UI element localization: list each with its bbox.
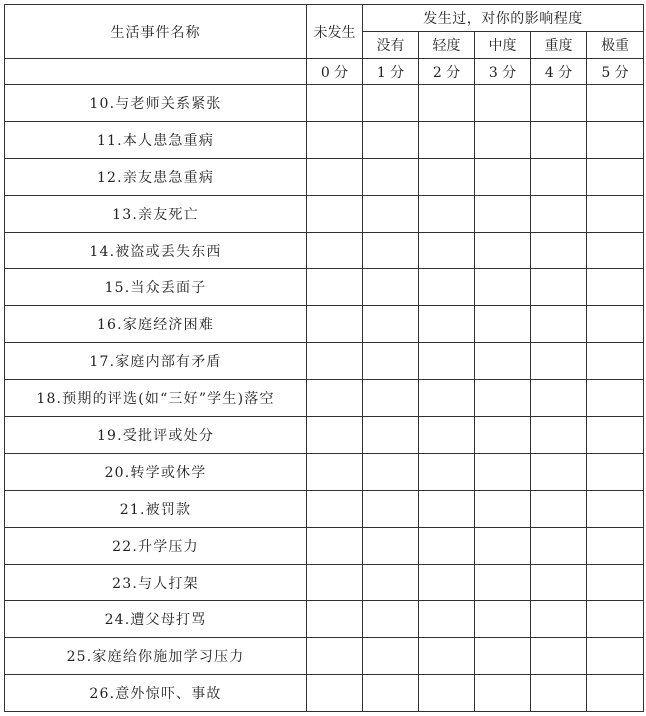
score-cell-0[interactable] xyxy=(307,232,363,269)
score-cell-2[interactable] xyxy=(419,158,475,195)
score-cell-3[interactable] xyxy=(475,195,531,232)
score-cell-0[interactable] xyxy=(307,417,363,454)
score-cell-2[interactable] xyxy=(419,601,475,638)
score-cell-4[interactable] xyxy=(531,158,587,195)
table-row xyxy=(5,527,644,564)
score-cell-0[interactable] xyxy=(307,564,363,601)
score-cell-5[interactable] xyxy=(587,195,644,232)
score-cell-3[interactable] xyxy=(475,158,531,195)
score-cell-5[interactable] xyxy=(587,85,644,122)
table-row xyxy=(5,675,644,712)
score-cell-3[interactable] xyxy=(475,564,531,601)
table-row xyxy=(5,121,644,158)
header-event-name: 生活事件名称 xyxy=(5,5,307,59)
score-cell-1[interactable] xyxy=(363,490,419,527)
event-name: 11.本人患急重病 xyxy=(5,121,307,158)
score-cell-3[interactable] xyxy=(475,527,531,564)
score-cell-2[interactable] xyxy=(419,675,475,712)
score-cell-2[interactable] xyxy=(419,638,475,675)
score-cell-4[interactable] xyxy=(531,527,587,564)
table-body xyxy=(5,85,644,712)
score-cell-1[interactable] xyxy=(363,158,419,195)
score-cell-4[interactable] xyxy=(531,269,587,306)
score-cell-2[interactable] xyxy=(419,343,475,380)
score-cell-0[interactable] xyxy=(307,121,363,158)
table-row xyxy=(5,417,644,454)
header-level-moderate: 中度 xyxy=(475,32,531,59)
score-cell-3[interactable] xyxy=(475,417,531,454)
score-cell-2[interactable] xyxy=(419,380,475,417)
score-cell-3[interactable] xyxy=(475,269,531,306)
event-name: 14.被盗或丢失东西 xyxy=(5,232,307,269)
score-cell-4[interactable] xyxy=(531,601,587,638)
score-cell-2[interactable] xyxy=(419,527,475,564)
score-cell-0[interactable] xyxy=(307,601,363,638)
score-cell-1[interactable] xyxy=(363,675,419,712)
header-score-1: 1 分 xyxy=(363,59,419,85)
score-cell-3[interactable] xyxy=(475,453,531,490)
score-cell-0[interactable] xyxy=(307,453,363,490)
table-header xyxy=(5,5,644,85)
score-cell-5[interactable] xyxy=(587,380,644,417)
table-row xyxy=(5,306,644,343)
header-score-2: 2 分 xyxy=(419,59,475,85)
score-cell-2[interactable] xyxy=(419,232,475,269)
header-score-0: 0 分 xyxy=(307,59,363,85)
score-cell-4[interactable] xyxy=(531,564,587,601)
table-row xyxy=(5,380,644,417)
score-cell-0[interactable] xyxy=(307,638,363,675)
table-row xyxy=(5,564,644,601)
score-cell-0[interactable] xyxy=(307,85,363,122)
score-cell-5[interactable] xyxy=(587,306,644,343)
event-name: 21.被罚款 xyxy=(5,490,307,527)
score-cell-5[interactable] xyxy=(587,417,644,454)
score-cell-0[interactable] xyxy=(307,490,363,527)
score-cell-3[interactable] xyxy=(475,121,531,158)
header-happened-impact: 发生过，对你的影响程度 xyxy=(363,5,644,32)
score-cell-2[interactable] xyxy=(419,453,475,490)
score-cell-4[interactable] xyxy=(531,121,587,158)
score-cell-4[interactable] xyxy=(531,453,587,490)
score-cell-5[interactable] xyxy=(587,564,644,601)
score-cell-0[interactable] xyxy=(307,675,363,712)
score-cell-5[interactable] xyxy=(587,269,644,306)
table-row xyxy=(5,85,644,122)
score-cell-4[interactable] xyxy=(531,380,587,417)
header-not-happened: 未发生 xyxy=(307,5,363,59)
score-cell-4[interactable] xyxy=(531,85,587,122)
score-cell-4[interactable] xyxy=(531,195,587,232)
table-row xyxy=(5,490,644,527)
score-cell-2[interactable] xyxy=(419,85,475,122)
score-cell-1[interactable] xyxy=(363,343,419,380)
score-cell-0[interactable] xyxy=(307,527,363,564)
event-name: 24.遭父母打骂 xyxy=(5,601,307,638)
table-row xyxy=(5,269,644,306)
score-cell-1[interactable] xyxy=(363,380,419,417)
event-name: 16.家庭经济困难 xyxy=(5,306,307,343)
score-cell-1[interactable] xyxy=(363,527,419,564)
score-cell-1[interactable] xyxy=(363,564,419,601)
score-cell-3[interactable] xyxy=(475,380,531,417)
score-cell-3[interactable] xyxy=(475,343,531,380)
score-cell-5[interactable] xyxy=(587,601,644,638)
score-cell-4[interactable] xyxy=(531,638,587,675)
score-cell-2[interactable] xyxy=(419,417,475,454)
score-cell-0[interactable] xyxy=(307,195,363,232)
table-row xyxy=(5,232,644,269)
score-cell-1[interactable] xyxy=(363,232,419,269)
score-cell-5[interactable] xyxy=(587,121,644,158)
score-cell-5[interactable] xyxy=(587,675,644,712)
table-row xyxy=(5,453,644,490)
header-level-mild: 轻度 xyxy=(419,32,475,59)
event-name: 13.亲友死亡 xyxy=(5,195,307,232)
score-cell-1[interactable] xyxy=(363,269,419,306)
score-cell-4[interactable] xyxy=(531,417,587,454)
event-name: 19.受批评或处分 xyxy=(5,417,307,454)
score-cell-5[interactable] xyxy=(587,158,644,195)
score-cell-0[interactable] xyxy=(307,269,363,306)
score-cell-0[interactable] xyxy=(307,343,363,380)
event-name: 23.与人打架 xyxy=(5,564,307,601)
score-cell-3[interactable] xyxy=(475,601,531,638)
header-level-none: 没有 xyxy=(363,32,419,59)
table-row xyxy=(5,343,644,380)
score-cell-3[interactable] xyxy=(475,232,531,269)
score-cell-3[interactable] xyxy=(475,85,531,122)
table-row xyxy=(5,601,644,638)
score-cell-0[interactable] xyxy=(307,380,363,417)
score-cell-4[interactable] xyxy=(531,343,587,380)
header-score-4: 4 分 xyxy=(531,59,587,85)
score-cell-2[interactable] xyxy=(419,121,475,158)
score-cell-1[interactable] xyxy=(363,453,419,490)
score-cell-1[interactable] xyxy=(363,195,419,232)
event-name: 18.预期的评选(如“三好”学生)落空 xyxy=(5,380,307,417)
score-cell-1[interactable] xyxy=(363,638,419,675)
score-cell-2[interactable] xyxy=(419,195,475,232)
score-cell-4[interactable] xyxy=(531,306,587,343)
header-score-5: 5 分 xyxy=(587,59,644,85)
score-cell-5[interactable] xyxy=(587,638,644,675)
header-score-blank xyxy=(5,59,307,85)
event-name: 22.升学压力 xyxy=(5,527,307,564)
event-name: 12.亲友患急重病 xyxy=(5,158,307,195)
table-row xyxy=(5,195,644,232)
score-cell-4[interactable] xyxy=(531,675,587,712)
score-cell-2[interactable] xyxy=(419,490,475,527)
score-cell-2[interactable] xyxy=(419,269,475,306)
event-name: 10.与老师关系紧张 xyxy=(5,85,307,122)
score-cell-3[interactable] xyxy=(475,675,531,712)
table-row xyxy=(5,158,644,195)
score-cell-0[interactable] xyxy=(307,158,363,195)
score-cell-5[interactable] xyxy=(587,490,644,527)
score-cell-1[interactable] xyxy=(363,601,419,638)
score-cell-4[interactable] xyxy=(531,490,587,527)
score-cell-4[interactable] xyxy=(531,232,587,269)
score-cell-5[interactable] xyxy=(587,453,644,490)
score-cell-1[interactable] xyxy=(363,85,419,122)
score-cell-3[interactable] xyxy=(475,638,531,675)
header-level-severe: 重度 xyxy=(531,32,587,59)
score-cell-1[interactable] xyxy=(363,121,419,158)
score-cell-1[interactable] xyxy=(363,306,419,343)
header-score-3: 3 分 xyxy=(475,59,531,85)
score-cell-5[interactable] xyxy=(587,232,644,269)
score-cell-2[interactable] xyxy=(419,564,475,601)
score-cell-3[interactable] xyxy=(475,490,531,527)
table-row xyxy=(5,638,644,675)
score-cell-3[interactable] xyxy=(475,306,531,343)
score-cell-5[interactable] xyxy=(587,527,644,564)
header-level-extreme: 极重 xyxy=(587,32,644,59)
event-name: 26.意外惊吓、事故 xyxy=(5,675,307,712)
score-cell-5[interactable] xyxy=(587,343,644,380)
event-name: 20.转学或休学 xyxy=(5,453,307,490)
score-cell-0[interactable] xyxy=(307,306,363,343)
score-cell-2[interactable] xyxy=(419,306,475,343)
event-name: 25.家庭给你施加学习压力 xyxy=(5,638,307,675)
score-cell-1[interactable] xyxy=(363,417,419,454)
event-name: 17.家庭内部有矛盾 xyxy=(5,343,307,380)
life-events-table xyxy=(4,4,644,712)
event-name: 15.当众丢面子 xyxy=(5,269,307,306)
